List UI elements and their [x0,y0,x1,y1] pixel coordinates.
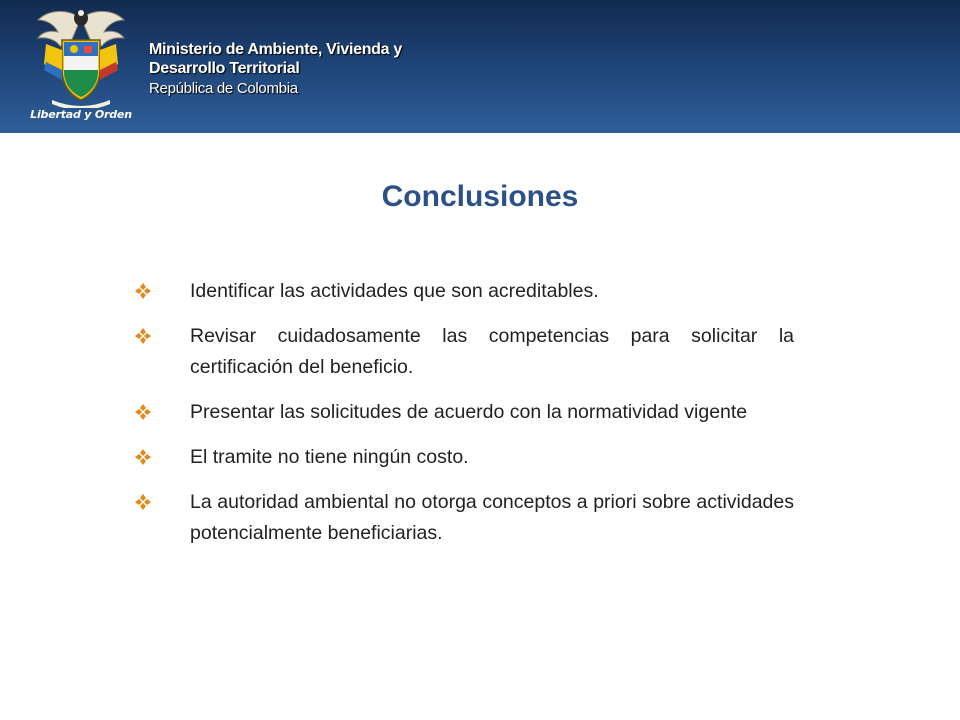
ministry-name-line1: Ministerio de Ambiente, Vivienda y [149,41,402,58]
diamond-bullet-icon [134,448,152,466]
slide-title: Conclusiones [381,180,579,213]
list-item [134,442,794,473]
ministry-block [149,40,402,100]
coat-of-arms-emblem [26,4,136,108]
list-item [134,487,794,549]
list-item-text: Revisar cuidadosamente las competencias para solicitar la certificación del beneficio. [190,325,794,378]
diamond-bullet-icon [134,493,152,511]
list-item-text: La autoridad ambiental no otorga conceptos a priori sobre actividades potencialmente beneficiarias. [190,491,794,544]
diamond-bullet-icon [134,282,152,300]
conclusions-list [134,276,794,563]
diamond-bullet-icon [134,403,152,421]
header-banner [0,0,960,133]
list-item-text: Identificar las actividades que son acreditables. [190,280,599,302]
diamond-bullet-icon [134,327,152,345]
list-item [134,321,794,383]
list-item-text: El tramite no tiene ningún costo. [190,446,469,468]
ministry-name-line2: Desarrollo Territorial [149,60,300,77]
country-name: República de Colombia [149,80,298,97]
list-item-text: Presentar las solicitudes de acuerdo con la normatividad vigente [190,401,748,423]
list-item [134,276,794,307]
list-item [134,397,794,428]
coat-of-arms-logo [26,4,136,130]
logo-motto: Libertad y Orden [30,108,132,121]
